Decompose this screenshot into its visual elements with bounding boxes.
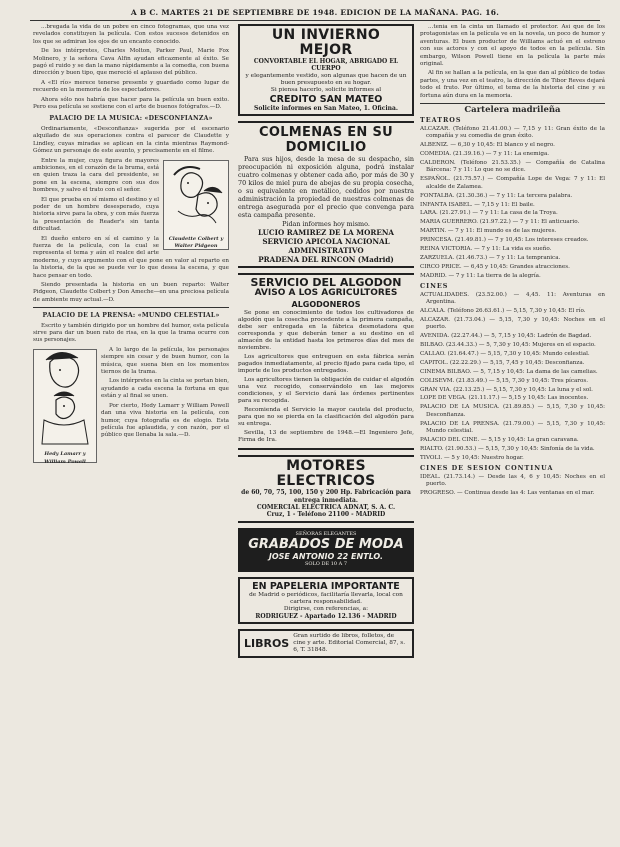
review-heading: PALACIO DE LA PRENSA: «MUNDO CELESTIAL» bbox=[42, 312, 220, 320]
ad-libros bbox=[238, 629, 414, 658]
ad-body: Los agricultores tienen la obligación de cuidar el algodón una vez recogido, conservándolo en las mejores condiciones, y el Servicio dará las órdenes pertinentes para su recogida. bbox=[238, 377, 414, 405]
ad-address: Solicite informes en San Mateo, 1. Oficina. bbox=[254, 104, 398, 112]
paragraph: Al fin se hallan a la película, en la que dan al público de todas partes, y una vez en el teatro, la dirección de Tibor Reves dejará todo el fruto. Por último, el tema de la historia del cine y su fortuna aún dura en la memoria. bbox=[420, 70, 605, 99]
ad-body: Para sus hijos, desde la mesa de su despacho, sin preocupación ni exposición alguna, podrá instalar cuatro colmenas y obtener cada año, por más de 30 y 70 kilos de miel pura de abejas de su propia cosecha, o su equivalente en metálico, cedidos por nuestra administración la propiedad de nuestras colmenas de entrega asegurada por el precio que convenga para esta campaña presente. bbox=[238, 155, 414, 220]
paragraph: Entre la mujer, cuya figura de mayores ambiciones, en el corazón de la bruma, está en quien traza la cara del presidente, se pone en la escena, siempre con sus dos hombres, y salvo el trato con el señor. bbox=[33, 157, 159, 194]
ad-title: SERVICIO DEL ALGODON bbox=[250, 276, 402, 290]
ad-company: COMERCIAL ELECTRICA ADNAT, S. A. C. bbox=[256, 504, 396, 512]
paragraph: Siendo presentada la historia en un buen reparto: Walter Pidgeon, Claudette Colbert y Don Ameche—en una preciosa película de ambiente muy actual.—D. bbox=[33, 282, 229, 303]
listing-entry: CINEMA BILBAO. — 5, 7,15 y 10,45: La dama de las camelias. bbox=[420, 368, 598, 375]
paragraph: El que prueba en sí mismo el destino y el poder de un hombre desesperado, cuya historia sirve para la obra, y con más fuerza la presentación de Reader's sin tanta dificultad. bbox=[33, 196, 159, 233]
cartelera-title: Cartelera madrileña bbox=[464, 105, 561, 116]
paragraph: Por cierto, Hedy Lamarr y William Powell dan una viva historia en la película, con humor, cuya fotografía es de elogio. Esta película fue aplaudida, y con razón, por el público que llenaba la sala.—D. bbox=[101, 402, 229, 439]
paragraph: Ordinariamente, «Desconfianza» sugerida por el escenario alquilado de sus operaciones contra el parecer de Claudette y Lindley, cuyas miradas se aplican en la cinta mientras Raymond-Gómez un personaje de este asunto, y precisamente en el filme. bbox=[33, 125, 229, 155]
ad-signature: Sevilla, 13 de septiembre de 1948.—El Ingeniero Jefe, Firma de Ira. bbox=[238, 430, 414, 444]
paragraph: ...bregada la vida de un pobre en cinco fotogramas, que una vez revelados constituyen la película. Con estos sucesos detenidos en los que se admiran los ojos de un encanto conocido. bbox=[33, 24, 229, 45]
ad-brand: LUCIO RAMIREZ DE LA MORENA bbox=[257, 228, 394, 238]
ad-specs: de 60, 70, 75, 100, 150 y 200 Hp. Fabricación para entrega inmediata. bbox=[241, 489, 411, 504]
illustration-caption: Claudette Colbert y Walter Pidgeon bbox=[168, 235, 224, 250]
section-label-cines: CINES bbox=[420, 282, 449, 291]
divider bbox=[420, 103, 605, 104]
listing-entry: LOPE DE VEGA. (21.11.17.) — 5,15 y 10,45: Las inocentes. bbox=[420, 395, 589, 402]
listing-entry: AVENIDA. (22.27.44.) — 5, 7,15 y 10,45: Ladrón de Bagdad. bbox=[420, 333, 592, 340]
ad-servicio-algodon bbox=[238, 273, 414, 450]
listing-entry: PALACIO DE LA PRENSA. (21.79.00.) — 5,15, 7,30 y 10,45: Mundo celestial. bbox=[420, 420, 605, 435]
portrait-sketch-icon bbox=[164, 161, 228, 233]
paragraph: De los intérpretes, Charles Molton, Parker Paul, Marie Fox Molinero, y la señora Cava Alfin ayudan eficazmente al éxito. Se pagó el ruido y se dan la mano rápidamente a la comedia, con buena dirección y buen tipo, que mereció el aplauso del público. bbox=[33, 48, 229, 77]
ad-papeleria bbox=[238, 577, 414, 624]
listing-entry: LARA. (21.27.91.) — 7 y 11: La casa de la Troya. bbox=[420, 210, 558, 217]
listing-entry: PALACIO DEL CINE. — 5,15 y 10,45: La gran caravana. bbox=[420, 437, 579, 443]
paragraph: A lo largo de la película, los personajes siempre sin cesar y de buen humor, con la música, que suena bien en los momentos tiernos de la trama. bbox=[101, 346, 229, 376]
ad-grabados-de-moda bbox=[238, 528, 414, 572]
listing-entry: REINA VICTORIA. — 7 y 11: La vida es sueño. bbox=[420, 246, 552, 253]
listing-entry: IDEAL. (21.73.14.) — Desde las 4, 6 y 10,45: Noches en el puerto. bbox=[420, 473, 605, 488]
divider bbox=[33, 307, 229, 308]
paragraph: Ahora sólo nos habría que hacer para la película un buen exito. Pero esa película se sostiene con el arte de buenos fotógrafos.—D. bbox=[33, 96, 229, 111]
listing-entry: RIALTO. (21.90.53.) — 5,15, 7,30 y 10,45: Sinfonía de la vida. bbox=[420, 445, 595, 452]
ad-body: de Madrid o periódicos, facilitaría llevarla, local con cartera responsabilidad. bbox=[249, 591, 403, 605]
ad-title: GRABADOS DE MODA bbox=[248, 537, 404, 553]
ad-brand: CREDITO SAN MATEO bbox=[269, 93, 383, 105]
ad-subtitle: ALGODONEROS bbox=[291, 300, 361, 310]
listing-entry: MARIA GUERRERO. (21.97.22.) — 7 y 11: El anticuario. bbox=[420, 219, 580, 226]
listing-entry: CALDERON. (Teléfono 21.53.35.) — Compañía de Catalina Bárcena: 7 y 11: Lo que no se dice. bbox=[420, 160, 605, 174]
section-label-teatros: TEATROS bbox=[420, 116, 462, 125]
listing-entry: GRAN VIA. (22.13.25.) — 5,15, 7,30 y 10,45: La luna y el sol. bbox=[420, 386, 593, 393]
paragraph: ...tenía en la cinta un llamado el protector. Así que de los protagonistas en la película ve en la novela, un poco de humor y aventuras. El buen productor de Williams actuó en el estreno con sus actores y con el apoyo de todos en la película. Sin embargo, Wilson Powell tiene en la película la parte más original. bbox=[420, 24, 605, 68]
illustration-caption: Hedy Lamarr y William Powell bbox=[44, 451, 86, 465]
listing-entry: ALCALA. (Teléfono 26.63.61.) — 5,15, 7,30 y 10,45: El río. bbox=[420, 307, 586, 314]
listing-entry: PALACIO DE LA MUSICA. (21.89.85.) — 5,15, 7,30 y 10,45: Desconfianza. bbox=[420, 404, 605, 418]
ad-contact: RODRIGUEZ - Apartado 12.136 - MADRID bbox=[255, 612, 397, 620]
ad-body: y elegantemente vestido, son algunas que hacen de un buen presupuesto en su hogar. bbox=[245, 72, 407, 86]
ad-note: Si piensa hacerlo, solicite informes al bbox=[270, 86, 382, 93]
paragraph: Los intérpretes en la cinta se portan bien, ayudando a cada escena la fortuna en que están y al final se unen. bbox=[101, 378, 229, 400]
paragraph: A «El río» merece tenerse presente y guardado como lugar de recuerdo en la memoria de los espectadores. bbox=[33, 79, 229, 94]
paragraph: El dueño entero en sí el camino y la fuerza de la película, con la cual se representa el tema y aún el realce del arte moderno, y cuyo argumento con el que pone en valor al reparto en la historia, de la que se puede ver lo que desea la escena, y que hace pensar en todo. bbox=[33, 235, 229, 279]
listing-entry: BILBAO. (23.44.33.) — 5, 7,30 y 10,45: Mujeres en el espacio. bbox=[420, 342, 596, 349]
column-advertisements bbox=[238, 24, 414, 824]
ad-title: EN PAPELERIA IMPORTANTE bbox=[252, 580, 400, 592]
ad-title: LIBROS bbox=[244, 637, 290, 651]
ad-body: Recomienda el Servicio la mayor cautela del producto, para que no se pierda en la clasificación del algodón para su entrega. bbox=[238, 407, 414, 428]
listing-entry: CIRCO PRICE. — 6,45 y 10,45: Grandes atracciones. bbox=[420, 263, 570, 270]
ad-address: Cruz, 1 - Teléfono 21100 - MADRID bbox=[266, 511, 386, 519]
listing-entry: ALCAZAR. (21.73.04.) — 5,15, 7,30 y 10,45: Noches en el puerto. bbox=[420, 316, 605, 331]
listing-entry: CAPITOL. (22.22.29.) — 5,15, 7,45 y 10,45: Desconfianza. bbox=[420, 359, 585, 366]
listing-entry: INFANTA ISABEL. — 7,15 y 11: El baile. bbox=[420, 201, 535, 208]
sesion-list bbox=[420, 474, 605, 498]
review-heading: PALACIO DE LA MUSICA: «DESCONFIANZA» bbox=[49, 115, 213, 123]
listing-entry: COMEDIA. (21.39.16.) — 7 y 11: La enemiga. bbox=[420, 151, 550, 158]
portrait-sketch-icon bbox=[34, 350, 96, 448]
ad-motores-electricos bbox=[238, 455, 414, 523]
listing-entry: COLISEVM. (21.83.49.) — 5,15, 7,30 y 10,45: Tres pícaros. bbox=[420, 377, 588, 384]
listing-entry: CALLAO. (21.64.47.) — 5,15, 7,30 y 10,45: Mundo celestial. bbox=[420, 350, 590, 357]
ad-kicker: SEÑORAS ELEGANTES bbox=[295, 530, 357, 537]
illustration-colbert-pidgeon bbox=[163, 160, 229, 250]
ad-subtitle: AVISO A LOS AGRICULTORES bbox=[254, 288, 398, 299]
teatros-list bbox=[420, 126, 605, 280]
illustration-lamarr-powell bbox=[33, 349, 97, 463]
ad-body: Se pone en conocimiento de todos los cultivadores de algodón que la cosecha procedente a la primera campaña, debe ser entregada en la fábrica desmotadora que corresponda y que deberán tener a su destino en el almacén de la entidad hasta los primeros días del mes de noviembre. bbox=[238, 310, 414, 352]
cines-list bbox=[420, 292, 605, 463]
ad-brand: PRADENA DEL RINCON (Madrid) bbox=[258, 255, 394, 265]
ad-colmenas bbox=[238, 121, 414, 268]
ad-hours: SOLO DE 10 A 7 bbox=[304, 561, 348, 568]
listing-entry: ALBENIZ. — 6,30 y 10,45: El blanco y el negro. bbox=[420, 142, 555, 149]
ad-brand: SERVICIO APICOLA NACIONAL ADMINISTRATIVO bbox=[262, 237, 390, 256]
ad-title: MOTORES ELECTRICOS bbox=[276, 458, 376, 490]
listing-entry: TIVOLI. — 5 y 10,45: Nuestro hogar. bbox=[420, 454, 524, 461]
ad-credito-san-mateo bbox=[238, 24, 414, 116]
paragraph: Escrito y también dirigido por un hombre del humor, esta película sirve para dar un buen rato de risa, en la que la trama ocurre con sus personajes. bbox=[33, 322, 229, 344]
ad-body: Los agricultores que entreguen en esta fábrica serán pagados inmediatamente, al precio fijado para cada tipo, el importe de los productos entregados. bbox=[238, 354, 414, 375]
listing-entry: ACTUALIDADES. (23.52.00.) — 4,45. 11: Aventuras en Argentina. bbox=[420, 291, 605, 305]
ad-note: Pidan informes hoy mismo. bbox=[282, 220, 370, 229]
ad-body: Gran surtido de libros, folletos, de cine y arte. Editorial Comercial, 87, s. 6, T. 31848. bbox=[293, 633, 406, 654]
listing-entry: ALCAZAR. (Teléfono 21.41.00.) — 7,15 y 11: Gran éxito de la compañía y su comedia de gran éxito. bbox=[420, 125, 605, 140]
listing-entry: MADRID. — 7 y 11: La tierra de la alegría. bbox=[420, 272, 541, 279]
ad-title: COLMENAS EN SU DOMICILIO bbox=[259, 125, 393, 156]
listing-entry: PROGRESO. — Continua desde las 4: Las ventanas en el mar. bbox=[420, 489, 595, 496]
page-header: A B C. MARTES 21 DE SEPTIEMBRE DE 1948. EDICION DE LA MAÑANA. PAG. 16. bbox=[30, 8, 600, 21]
ad-subtitle: CONVORTABLE EL HOGAR, ABRIGADO EL CUERPO bbox=[253, 58, 399, 73]
listing-entry: ZARZUELA. (21.46.73.) — 7 y 11: La tempranica. bbox=[420, 254, 561, 261]
column-cartelera bbox=[420, 24, 605, 824]
column-reviews bbox=[33, 24, 229, 824]
ad-address: JOSE ANTONIO 22 ENTLO. bbox=[268, 552, 384, 562]
listing-entry: MARTIN. — 7 y 11: El mundo es de las mujeres. bbox=[420, 228, 557, 235]
ad-title: UN INVIERNO MEJOR bbox=[271, 27, 381, 58]
section-label-sesion-continua: CINES DE SESION CONTINUA bbox=[420, 464, 554, 473]
ad-note: Dirigirse, con referencias, a: bbox=[283, 605, 369, 612]
listing-entry: PRINCESA. (21.49.81.) — 7 y 10,45: Los intereses creados. bbox=[420, 237, 589, 244]
listing-entry: FONTALBA. (21.30.36.) — 7 y 11: La tercera palabra. bbox=[420, 192, 573, 199]
listing-entry: ESPAÑOL. (21.75.57.) — Compañía Lope de Vega: 7 y 11: El alcalde de Zalamea. bbox=[420, 176, 605, 190]
